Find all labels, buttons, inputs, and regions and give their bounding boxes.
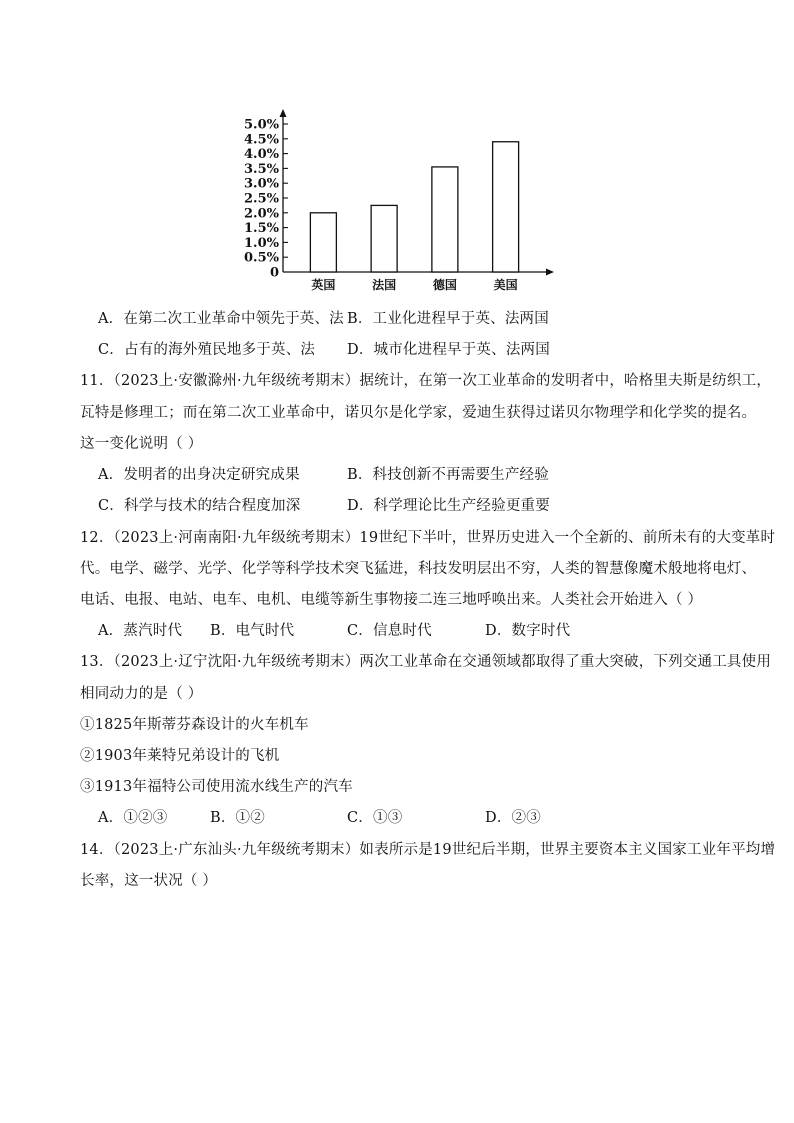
y-tick-label: 3.5%	[244, 161, 279, 177]
q10-option-b: B．工业化进程早于英、法两国	[347, 311, 549, 327]
q12-option-a: A．蒸汽时代	[98, 623, 183, 639]
y-tick-label: 5.0%	[244, 117, 279, 133]
y-tick-label: 2.5%	[244, 191, 279, 207]
y-tick-label: 4.0%	[244, 147, 279, 163]
chart-svg	[236, 106, 566, 292]
x-category-label: 美国	[493, 278, 518, 292]
q11-stem-line-1: 11．（2023上·安徽滁州·九年级统考期末）据统计，在第一次工业革命的发明者中，哈格里夫斯是纺织工，	[80, 373, 772, 389]
q10-option-d: D．城市化进程早于英、法两国	[347, 342, 550, 358]
bar-1	[310, 213, 336, 272]
y-tick-label: 0.5%	[244, 250, 279, 266]
q14-stem-line-2: 长率，这一状况（ ）	[80, 873, 218, 889]
x-category-label: 英国	[311, 278, 336, 292]
q13-stem-line-1: 13．（2023上·辽宁沈阳·九年级统考期末）两次工业革命在交通领域都取得了重大突破，下列交通工具使用	[80, 654, 772, 670]
q12-option-d: D．数字时代	[485, 623, 571, 639]
growth-rate-bar-chart	[236, 106, 566, 292]
q11-option-d: D．科学理论比生产经验更重要	[347, 498, 550, 514]
q13-item-1: ①1825年斯蒂芬森设计的火车机车	[80, 717, 309, 733]
q11-option-c: C．科学与技术的结合程度加深	[98, 498, 301, 514]
q10-option-c: C．占有的海外殖民地多于英、法	[98, 342, 316, 358]
q14-stem-line-1: 14．（2023上·广东汕头·九年级统考期末）如表所示是19世纪后半期，世界主要资本主义国家工业年平均增	[80, 842, 776, 858]
y-tick-label: 3.0%	[244, 176, 279, 192]
q12-stem-line-1: 12．（2023上·河南南阳·九年级统考期末）19世纪下半叶，世界历史进入一个全新的、前所未有的大变革时	[80, 530, 776, 546]
y-tick-label: 4.5%	[244, 132, 279, 148]
y-tick-label: 2.0%	[244, 206, 279, 222]
bar-3	[432, 167, 458, 272]
x-category-label: 德国	[432, 278, 457, 292]
q12-option-c: C．信息时代	[347, 623, 432, 639]
y-tick-label: 0	[269, 265, 279, 281]
q13-option-a: A．①②③	[98, 810, 168, 826]
bar-2	[371, 205, 397, 272]
q12-stem-line-3: 电话、电报、电站、电车、电机、电缆等新生事物接二连三地呼唤出来。人类社会开始进入（ ）	[80, 592, 703, 608]
x-category-label: 法国	[372, 278, 397, 292]
x-axis-arrow	[546, 269, 554, 276]
y-tick-label: 1.0%	[244, 235, 279, 251]
q13-option-b: B．①②	[210, 810, 265, 826]
q13-option-c: C．①③	[347, 810, 403, 826]
q12-stem-line-2: 代。电学、磁学、光学、化学等科学技术突飞猛进，科技发明层出不穷，人类的智慧像魔术般地将电灯、	[80, 561, 757, 577]
q13-item-3: ③1913年福特公司使用流水线生产的汽车	[80, 779, 353, 795]
q11-stem-line-3: 这一变化说明（ ）	[80, 436, 203, 452]
q11-stem-line-2: 瓦特是修理工；而在第二次工业革命中，诺贝尔是化学家，爱迪生获得过诺贝尔物理学和化学奖的提名。	[80, 405, 757, 421]
q13-option-d: D．②③	[485, 810, 541, 826]
q11-option-a: A．发明者的出身决定研究成果	[98, 467, 300, 483]
y-axis-arrow	[280, 109, 287, 117]
q11-option-b: B．科技创新不再需要生产经验	[347, 467, 549, 483]
q10-option-a: A．在第二次工业革命中领先于英、法	[98, 311, 344, 327]
q13-item-2: ②1903年莱特兄弟设计的飞机	[80, 748, 280, 764]
bar-4	[493, 142, 519, 272]
q12-option-b: B．电气时代	[210, 623, 295, 639]
y-tick-label: 1.5%	[244, 221, 279, 237]
q13-stem-line-2: 相同动力的是（ ）	[80, 686, 203, 702]
